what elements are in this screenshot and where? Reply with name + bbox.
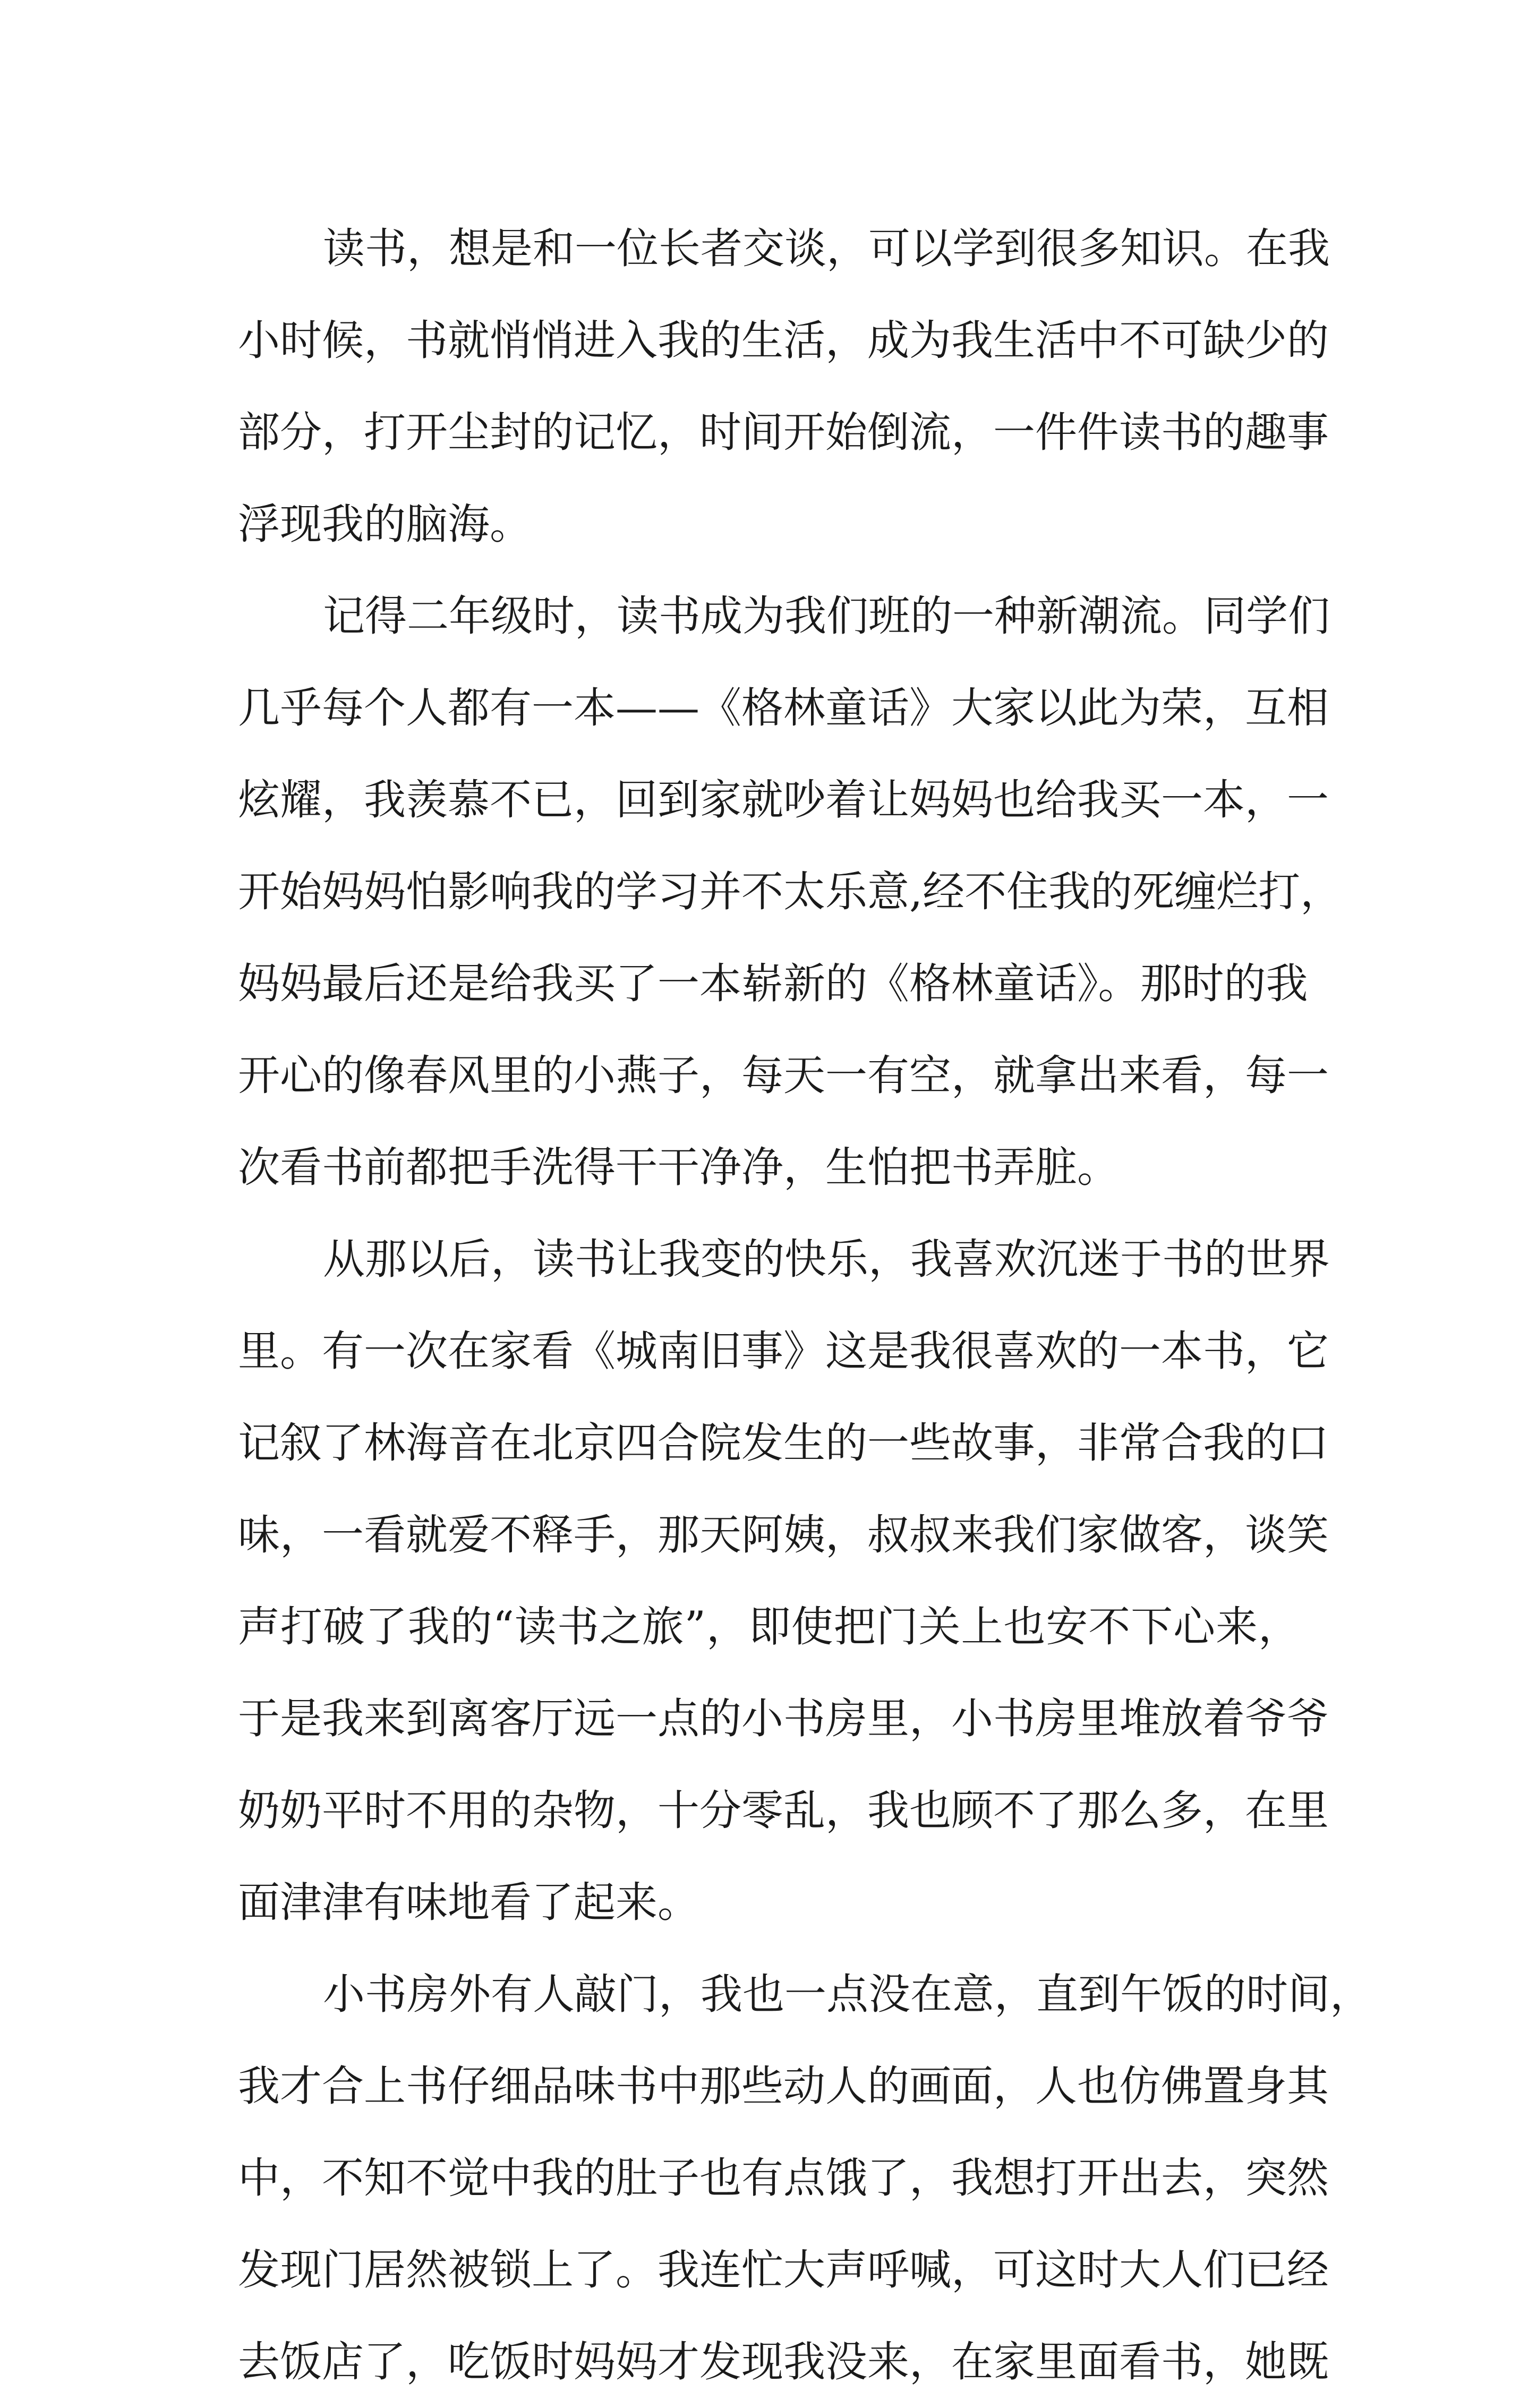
paragraph-3-line-4: 味，一看就爱不释手，那天阿姨，叔叔来我们家做客，谈笑 — [238, 1510, 1329, 1559]
paragraph-2-line-7: 次看书前都把手洗得干干净净，生怕把书弄脏。 — [238, 1143, 1119, 1192]
essay-body — [238, 203, 1372, 2408]
paragraph-3-line-5: 声打破了我的“读书之旅”，即使把门关上也安不下心来， — [238, 1602, 1300, 1651]
paragraph-3-line-2: 里。有一次在家看《城南旧事》这是我很喜欢的一本书，它 — [238, 1327, 1329, 1376]
paragraph-1-line-2: 小时候，书就悄悄进入我的生活，成为我生活中不可缺少的 — [238, 316, 1329, 365]
paragraph-2-line-3: 炫耀，我羡慕不已，回到家就吵着让妈妈也给我买一本，一 — [238, 775, 1329, 824]
paragraph-1-line-1: 读书，想是和一位长者交谈，可以学到很多知识。在我 — [323, 224, 1330, 273]
paragraph-4-line-4: 发现门居然被锁上了。我连忙大声呼喊，可这时大人们已经 — [238, 2245, 1329, 2294]
paragraph-2-line-2: 几乎每个人都有一本——《格林童话》大家以此为荣，互相 — [238, 684, 1329, 732]
paragraph-3-line-8: 面津津有味地看了起来。 — [238, 1878, 699, 1927]
paragraph-4-line-2: 我才合上书仔细品味书中那些动人的画面，人也仿佛置身其 — [238, 2062, 1329, 2111]
paragraph-1-line-4: 浮现我的脑海。 — [238, 500, 532, 549]
paragraph-4-line-5: 去饭店了，吃饭时妈妈才发现我没来，在家里面看书，她既 — [238, 2337, 1329, 2386]
paragraph-3-line-1: 从那以后，读书让我变的快乐，我喜欢沉迷于书的世界 — [323, 1235, 1330, 1284]
paragraph-3-line-3: 记叙了林海音在北京四合院发生的一些故事，非常合我的口 — [238, 1419, 1329, 1467]
paragraph-4-line-1: 小书房外有人敲门，我也一点没在意，直到午饭的时间， — [323, 1970, 1372, 2019]
paragraph-1-line-3: 部分，打开尘封的记忆，时间开始倒流，一件件读书的趣事 — [238, 408, 1329, 457]
paragraph-2-line-5: 妈妈最后还是给我买了一本崭新的《格林童话》。那时的我 — [238, 959, 1308, 1008]
paragraph-2-line-1: 记得二年级时，读书成为我们班的一种新潮流。同学们 — [323, 592, 1330, 641]
paragraph-2-line-6: 开心的像春风里的小燕子，每天一有空，就拿出来看，每一 — [238, 1051, 1329, 1100]
paragraph-3-line-6: 于是我来到离客厅远一点的小书房里，小书房里堆放着爷爷 — [238, 1694, 1329, 1743]
paragraph-4-line-3: 中，不知不觉中我的肚子也有点饿了，我想打开出去，突然 — [238, 2154, 1329, 2202]
paragraph-3-line-7: 奶奶平时不用的杂物，十分零乱，我也顾不了那么多，在里 — [238, 1786, 1329, 1835]
paragraph-2-line-4: 开始妈妈怕影响我的学习并不太乐意,经不住我的死缠烂打， — [238, 867, 1343, 916]
